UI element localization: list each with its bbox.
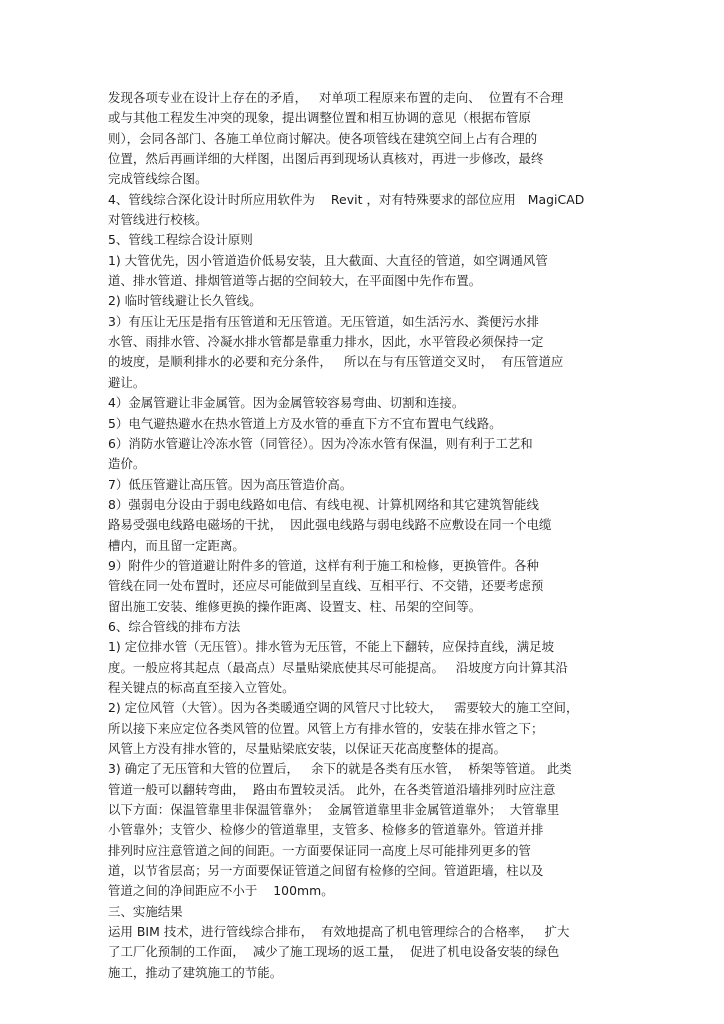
text-line: 管道一般可以翻转弯曲， 路由布置较灵活。 此外，在各类管道沿墙排列时应注意 [108,781,556,797]
text-line: 运用 BIM 技术，进行管线综合排布， 有效地提高了机电管理综合的合格率， 扩大 [108,924,570,940]
text-line: 管线在同一处布置时，还应尽可能做到呈直线、互相平行、不交错，还要考虑预 [108,578,544,594]
text-line: 1) 定位排水管（无压管）。排水管为无压管，不能上下翻转，应保持直线，满足坡 [108,639,555,655]
text-line: 完成管线综合图。 [108,171,208,187]
text-line: 避让。 [108,374,146,390]
text-line: 5）电气避热避水在热水管道上方及水管的垂直下方不宜布置电气线路。 [108,415,502,431]
document-body [108,88,628,983]
text-line: 5、管线工程综合设计原则 [108,232,253,248]
text-line: 2) 临时管线避让长久管线。 [108,293,262,309]
text-line: 风管上方没有排水管的，尽量贴梁底安装，以保证天花高度整体的提高。 [108,741,507,756]
text-line: 程关键点的标高直至接入立管处。 [108,679,295,695]
text-line: 6）消防水管避让冷冻水管（同管径）。因为冷冻水管有保温，则有利于工艺和 [108,435,533,451]
text-line: 则），会同各部门、各施工单位商讨解决。使各项管线在建筑空间上占有合理的 [108,130,538,146]
text-line: 2) 定位风管（大管）。因为各类暖通空调的风管尺寸比较大， 需要较大的施工空间， [108,700,579,716]
text-line: 道，以节省层高；另一方面要保证管道之间留有检修的空间。管道距墙，柱以及 [108,863,544,879]
text-line: 7）低压管避让高压管。因为高压管造价高。 [108,476,353,492]
text-line: 水管、雨排水管、冷凝水排水管都是靠重力排水，因此，水平管段必须保持一定 [108,334,544,350]
text-line: 1) 大管优先，因小管道造价低易安装，且大截面、大直径的管道，如空调通风管 [108,252,548,268]
text-line: 4）金属管避让非金属管。因为金属管较容易弯曲、切割和连接。 [108,395,465,411]
text-line: 或与其他工程发生冲突的现象，提出调整位置和相互协调的意见（根据布管原 [108,110,531,126]
text-line: 3）有压让无压是指有压管道和无压管道。无压管道，如生活污水、粪便污水排 [108,313,539,329]
text-line: 6、综合管线的排布方法 [108,618,241,634]
text-line: 道、排水管道、排烟管道等占据的空间较大，在平面图中先作布置。 [108,273,482,289]
text-line: 对管线进行校核。 [108,212,208,228]
text-line: 管道之间的净间距应不小于 100mm。 [108,883,334,899]
text-line: 的坡度，是顺利排水的必要和充分条件， 所以在与有压管道交叉时， 有压管道应 [108,354,564,370]
text-line: 发现各项专业在设计上存在的矛盾， 对单项工程原来布置的走向、 位置有不合理 [108,90,564,105]
text-line: 位置，然后再画详细的大样图，出图后再到现场认真核对，再进一步修改，最终 [108,151,544,167]
text-line: 排列时应注意管道之间的间距。一方面要保证同一高度上尽可能排列更多的管 [108,842,531,858]
text-line: 施工，推动了建筑施工的节能。 [108,964,283,980]
text-line: 造价。 [108,456,146,472]
text-line: 4、管线综合深化设计时所应用软件为 Revit ，对有特殊要求的部位应用 MagiCAD [108,191,585,207]
text-line: 8）强弱电分设由于弱电线路如电信、有线电视、计算机网络和其它建筑智能线 [108,496,539,512]
text-line: 所以接下来应定位各类风管的位置。风管上方有排水管的，安装在排水管之下； [108,720,544,736]
text-line: 度。一般应将其起点（最高点）尽量贴梁底使其尽可能提高。 沿坡度方向计算其沿 [108,659,568,675]
text-line: 留出施工安装、维修更换的操作距离、设置支、柱、吊架的空间等。 [108,598,482,614]
text-line: 3) 确定了无压管和大管的位置后， 余下的就是各类有压水管， 桥架等管道。 此类 [108,761,572,777]
text-line: 以下方面：保温管靠里非保温管靠外； 金属管道靠里非金属管道靠外； 大管靠里 [108,802,560,818]
text-line: 了工厂化预制的工作面， 减少了施工现场的返工量， 促进了机电设备安装的绿色 [108,944,560,960]
text-line: 路易受强电线路电磁场的干扰， 因此强电线路与弱电线路不应敷设在同一个电缆 [108,517,552,533]
text-line: 9）附件少的管道避让附件多的管道，这样有利于施工和检修，更换管件。各种 [108,557,539,573]
text-line: 小管靠外；支管少、检修少的管道靠里，支管多、检修多的管道靠外。管道并排 [108,822,544,838]
text-line: 三、实施结果 [108,903,183,919]
text-line: 槽内，而且留一定距离。 [108,537,245,553]
